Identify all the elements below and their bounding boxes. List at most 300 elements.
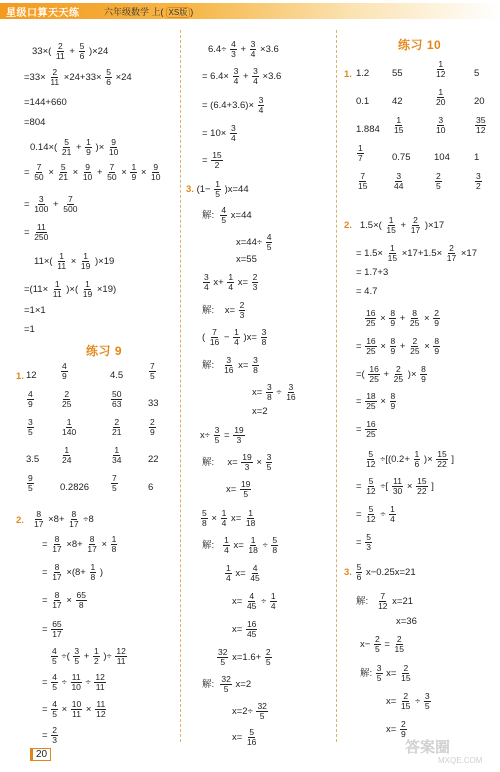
- calc-line: x=2: [252, 406, 268, 417]
- book-title: 六年级数学 上( XS版 ): [104, 7, 194, 17]
- numerator: 11: [36, 222, 46, 232]
- text: )×: [407, 369, 417, 381]
- grid-answer: 42: [392, 96, 403, 107]
- calc-line: [200, 426, 246, 445]
- text: x=: [252, 387, 263, 399]
- text: ÷: [61, 677, 67, 689]
- denominator: 8: [90, 572, 96, 583]
- text: ×: [406, 481, 413, 493]
- fraction: [203, 273, 210, 292]
- grid-answer: [110, 418, 123, 437]
- denominator: 17: [52, 600, 62, 611]
- text: )x=44: [224, 184, 249, 196]
- fraction: [233, 328, 240, 347]
- fraction: [70, 673, 81, 692]
- denominator: 5: [112, 483, 117, 494]
- text: =: [42, 730, 48, 742]
- calc-line: [42, 620, 64, 639]
- numerator: 5: [202, 508, 207, 518]
- fraction: [223, 356, 234, 375]
- calc-line: =144+660: [24, 97, 67, 108]
- numerator: 8: [36, 509, 42, 519]
- numerator: 3: [230, 123, 236, 133]
- numerator: 19: [240, 479, 251, 489]
- text: ×3.6: [260, 44, 279, 56]
- column-1: [16, 30, 176, 746]
- fraction: [71, 700, 82, 719]
- page-number: 20: [30, 748, 51, 761]
- text: ÷8: [83, 514, 94, 526]
- denominator: 22: [417, 486, 427, 497]
- text: =: [24, 167, 30, 179]
- fraction: [79, 42, 86, 61]
- grid-answer: 4.5: [110, 370, 124, 381]
- fraction: [252, 356, 259, 375]
- text: 0.14×(: [30, 142, 58, 154]
- numerator: 7: [360, 171, 366, 181]
- fraction: [435, 116, 446, 135]
- denominator: 25: [366, 318, 376, 329]
- fraction: [111, 418, 122, 437]
- denominator: 5: [214, 435, 220, 446]
- book-title-text: 六年级数学 上: [104, 7, 161, 17]
- numerator: 1: [414, 449, 420, 459]
- column-2: [186, 30, 336, 748]
- fraction: [33, 223, 49, 242]
- numerator: 5: [272, 535, 278, 545]
- calc-line: [364, 309, 441, 328]
- denominator: 12: [378, 601, 388, 612]
- fraction: [246, 728, 257, 747]
- grid-answer: 22: [148, 454, 159, 465]
- denominator: 50: [107, 172, 117, 183]
- denominator: 15: [400, 701, 411, 712]
- fraction: [258, 96, 265, 115]
- text: ×: [380, 313, 386, 325]
- numerator: 2: [449, 243, 454, 253]
- denominator: 9: [434, 318, 439, 329]
- calc-line: [32, 42, 108, 61]
- text: x=2÷: [232, 706, 253, 718]
- numerator: 8: [390, 308, 396, 318]
- fraction: [225, 564, 232, 583]
- watermark-logo: 答案圈: [405, 739, 451, 756]
- fraction: [374, 635, 381, 654]
- calc-line: [32, 510, 94, 529]
- text: ÷: [380, 509, 386, 521]
- text: +: [240, 44, 246, 56]
- fraction: [365, 450, 376, 469]
- text: x=: [226, 484, 237, 496]
- text: =: [42, 567, 48, 579]
- question-number: 2.: [16, 515, 24, 526]
- fraction: [265, 648, 272, 667]
- numerator: 2: [396, 634, 402, 644]
- text: =: [202, 155, 208, 167]
- text: =: [356, 396, 362, 408]
- text: )×: [423, 454, 433, 466]
- grid-answer: [434, 116, 447, 135]
- fraction: [475, 172, 482, 191]
- fraction: [51, 673, 58, 692]
- fraction: [217, 648, 228, 667]
- denominator: 17: [87, 544, 97, 555]
- denominator: 11: [52, 289, 62, 300]
- fraction: [61, 362, 68, 381]
- fraction: [51, 535, 62, 554]
- text: ×: [424, 313, 430, 325]
- fraction: [365, 337, 376, 356]
- numerator: 2: [114, 417, 120, 427]
- denominator: 10: [108, 147, 119, 158]
- text: ×24+33×: [63, 72, 102, 84]
- text: ÷[(0.2+: [380, 454, 410, 466]
- text: x=: [232, 732, 243, 744]
- numerator: 16: [366, 336, 376, 346]
- fraction: [271, 536, 278, 555]
- text: ]: [431, 481, 434, 493]
- text: x=44÷: [236, 237, 263, 249]
- denominator: 18: [248, 545, 258, 556]
- text: +: [242, 71, 249, 83]
- numerator: 3: [396, 171, 402, 181]
- fraction: [410, 216, 421, 235]
- fraction: [111, 535, 118, 554]
- fraction: [51, 647, 58, 666]
- fraction: [51, 726, 58, 745]
- numerator: 50: [112, 389, 122, 399]
- denominator: 8: [266, 392, 272, 403]
- numerator: 4: [28, 389, 33, 399]
- fraction: [76, 591, 87, 610]
- text: ÷[: [380, 481, 389, 493]
- denominator: 4: [253, 76, 258, 87]
- denominator: 15: [394, 644, 404, 655]
- fraction: [389, 505, 396, 524]
- question-number: 2.: [344, 220, 352, 232]
- denominator: 5: [424, 701, 430, 712]
- calc-line: [344, 216, 444, 235]
- text: 1.5×(: [359, 220, 382, 232]
- text: =: [356, 341, 362, 353]
- denominator: 8: [111, 544, 117, 555]
- text: = 1.5×: [356, 248, 383, 260]
- text: ×: [380, 396, 386, 408]
- denominator: 5: [436, 181, 441, 192]
- text: ÷: [261, 596, 267, 608]
- text: x=: [386, 696, 397, 708]
- fraction: [150, 163, 161, 182]
- numerator: 2: [64, 389, 70, 399]
- fraction: [387, 244, 398, 263]
- numerator: 2: [252, 272, 258, 282]
- denominator: 5: [74, 656, 80, 667]
- numerator: 16: [366, 308, 376, 318]
- grid-answer: 1: [474, 152, 480, 163]
- fraction: [270, 592, 277, 611]
- fraction: [389, 309, 396, 328]
- grid-answer: [474, 116, 487, 135]
- numerator: 4: [52, 699, 57, 709]
- text: x=: [237, 277, 249, 289]
- fraction: [82, 280, 93, 299]
- calc-line: [344, 563, 416, 582]
- denominator: 12: [476, 125, 486, 136]
- numerator: 2: [374, 634, 380, 644]
- fraction: [368, 365, 379, 384]
- numerator: 3: [376, 663, 382, 673]
- fraction: [51, 591, 62, 610]
- denominator: 9: [390, 401, 396, 412]
- denominator: 4: [233, 76, 239, 87]
- text: ÷: [276, 387, 282, 399]
- text: =33×: [24, 72, 46, 84]
- calc-line: [356, 244, 477, 263]
- fraction: [433, 337, 440, 356]
- numerator: 7: [67, 194, 73, 204]
- text: ×: [380, 341, 386, 353]
- denominator: 3: [252, 282, 258, 293]
- denominator: 12: [96, 709, 106, 720]
- denominator: 9: [150, 427, 155, 438]
- calc-line: [232, 620, 258, 639]
- numerator: 1: [270, 591, 276, 601]
- denominator: 11: [55, 51, 65, 62]
- numerator: 2: [265, 647, 271, 657]
- denominator: 20: [436, 97, 446, 108]
- text: x=2: [235, 679, 252, 691]
- denominator: 45: [246, 629, 257, 640]
- numerator: 1: [438, 59, 444, 69]
- text: ]: [451, 454, 455, 466]
- text: )x=: [243, 332, 257, 344]
- text: ×: [256, 457, 262, 469]
- fraction: [365, 533, 372, 552]
- denominator: 9: [28, 399, 33, 410]
- calc-line: [356, 592, 413, 611]
- text: x=: [386, 724, 397, 736]
- text: =: [42, 539, 48, 551]
- denominator: 15: [401, 673, 411, 684]
- numerator: 1: [111, 534, 117, 544]
- text: ×3.6: [262, 71, 282, 83]
- denominator: 17: [52, 544, 62, 555]
- numerator: 5: [356, 562, 362, 572]
- denominator: 9: [390, 318, 396, 329]
- fraction: [201, 509, 208, 528]
- numerator: 9: [85, 162, 90, 172]
- numerator: 3: [261, 327, 267, 337]
- denominator: 4: [204, 282, 209, 293]
- calc-line: [356, 420, 378, 439]
- numerator: 12: [95, 672, 105, 682]
- text: =: [356, 424, 362, 436]
- fraction: [233, 67, 240, 86]
- denominator: 15: [358, 181, 368, 192]
- numerator: 4: [252, 563, 258, 573]
- numerator: 4: [249, 591, 255, 601]
- numerator: 1: [248, 508, 253, 518]
- fraction: [68, 510, 79, 529]
- numerator: 9: [111, 137, 116, 147]
- text: )×: [95, 142, 105, 154]
- fraction: [115, 647, 126, 666]
- grid-answer: [434, 88, 447, 107]
- calc-line: [202, 151, 224, 170]
- calc-line: [386, 692, 432, 711]
- text: ×: [424, 341, 430, 353]
- grid-answer: 55: [392, 68, 403, 79]
- numerator: 5: [60, 162, 66, 172]
- denominator: 50: [34, 172, 44, 183]
- calc-line: x=55: [236, 254, 257, 265]
- denominator: 21: [61, 147, 72, 158]
- text: +: [399, 313, 406, 325]
- numerator: 1: [64, 445, 70, 455]
- numerator: 2: [412, 336, 418, 346]
- text: ×8+: [48, 514, 65, 526]
- denominator: 17: [34, 519, 44, 530]
- numerator: 12: [116, 646, 126, 656]
- numerator: 15: [437, 449, 447, 459]
- denominator: 6: [106, 77, 111, 88]
- calc-line: [208, 40, 279, 59]
- denominator: 16: [286, 392, 296, 403]
- fraction: [436, 450, 447, 469]
- numerator: 3: [204, 272, 209, 282]
- fraction: [58, 163, 69, 182]
- fraction: [209, 328, 220, 347]
- calc-line: [186, 180, 249, 199]
- calc-line: [202, 356, 260, 375]
- grid-answer: [434, 172, 443, 191]
- denominator: 4: [224, 545, 229, 556]
- fraction: [51, 563, 62, 582]
- question-number: 1.: [16, 371, 24, 382]
- text: = (6.4+3.6)×: [202, 100, 255, 112]
- fraction: [85, 138, 92, 157]
- denominator: 16: [209, 337, 220, 348]
- text: =(: [356, 369, 365, 381]
- question-number: 1.: [344, 69, 352, 80]
- grid-answer: [356, 144, 365, 163]
- denominator: 19: [80, 261, 91, 272]
- fraction: [390, 337, 397, 356]
- fraction: [400, 664, 411, 683]
- denominator: 9: [86, 147, 91, 158]
- numerator: 19: [234, 425, 244, 435]
- numerator: 2: [403, 663, 409, 673]
- numerator: 3: [233, 66, 239, 76]
- text: x=: [238, 360, 249, 372]
- denominator: 5: [215, 189, 220, 200]
- text: x=: [227, 457, 238, 469]
- denominator: 17: [446, 253, 457, 264]
- numerator: 2: [434, 308, 439, 318]
- fraction: [80, 252, 91, 271]
- fraction: [356, 563, 363, 582]
- grid-answer: [26, 390, 35, 409]
- numerator: 8: [54, 534, 60, 544]
- denominator: 5: [265, 657, 271, 668]
- numerator: 2: [436, 171, 441, 181]
- text: x=: [235, 568, 246, 580]
- denominator: 11: [95, 682, 105, 693]
- numerator: 1: [389, 243, 395, 253]
- text: −: [223, 332, 230, 344]
- calc-line: [42, 535, 118, 554]
- denominator: 11: [72, 709, 81, 720]
- fraction: [149, 418, 156, 437]
- fraction: [130, 163, 137, 182]
- numerator: 2: [403, 691, 409, 701]
- fraction: [61, 138, 72, 157]
- text: 33×(: [32, 46, 52, 58]
- calc-line: [200, 509, 257, 528]
- denominator: 9: [390, 346, 396, 357]
- numerator: 32: [218, 647, 228, 657]
- text: x−: [360, 639, 371, 651]
- fraction: [52, 280, 63, 299]
- numerator: 3: [266, 452, 272, 462]
- calc-line: [202, 453, 273, 472]
- fraction: [393, 116, 404, 135]
- calc-line: [360, 664, 413, 683]
- fraction: [111, 446, 122, 465]
- calc-line: = 4.7: [356, 286, 378, 297]
- denominator: 12: [436, 69, 446, 80]
- denominator: 5: [259, 711, 265, 722]
- calc-line: [202, 96, 265, 115]
- fraction: [49, 68, 60, 87]
- text: x+: [213, 277, 224, 289]
- denominator: 8: [261, 337, 267, 348]
- denominator: 11: [116, 656, 126, 667]
- denominator: 17: [410, 225, 421, 236]
- text: )÷: [103, 651, 112, 663]
- fraction: [61, 390, 72, 409]
- fraction: [394, 635, 405, 654]
- fraction: [416, 477, 427, 496]
- denominator: 4: [228, 282, 234, 293]
- grid-answer: [148, 418, 157, 437]
- denominator: 3: [231, 49, 236, 60]
- denominator: 12: [366, 459, 376, 470]
- calc-line: [34, 252, 114, 271]
- text: = 6.4×: [202, 71, 229, 83]
- text: )×(: [66, 284, 79, 296]
- denominator: 5: [376, 673, 382, 684]
- calc-line: x=36: [396, 616, 417, 627]
- denominator: 6: [414, 459, 420, 470]
- denominator: 34: [112, 455, 122, 466]
- denominator: 8: [78, 600, 84, 611]
- fraction: [240, 480, 251, 499]
- numerator: 1: [59, 251, 64, 261]
- numerator: 2: [57, 41, 63, 51]
- numerator: 16: [369, 364, 379, 374]
- question-number: 3.: [186, 184, 194, 196]
- denominator: 25: [366, 401, 376, 412]
- fraction: [82, 163, 93, 182]
- fraction: [214, 180, 221, 199]
- calc-line: [232, 728, 258, 747]
- numerator: 5: [64, 137, 69, 147]
- fraction: [435, 60, 446, 79]
- numerator: 3: [258, 95, 264, 105]
- denominator: 2: [214, 160, 220, 171]
- text: =: [356, 537, 362, 549]
